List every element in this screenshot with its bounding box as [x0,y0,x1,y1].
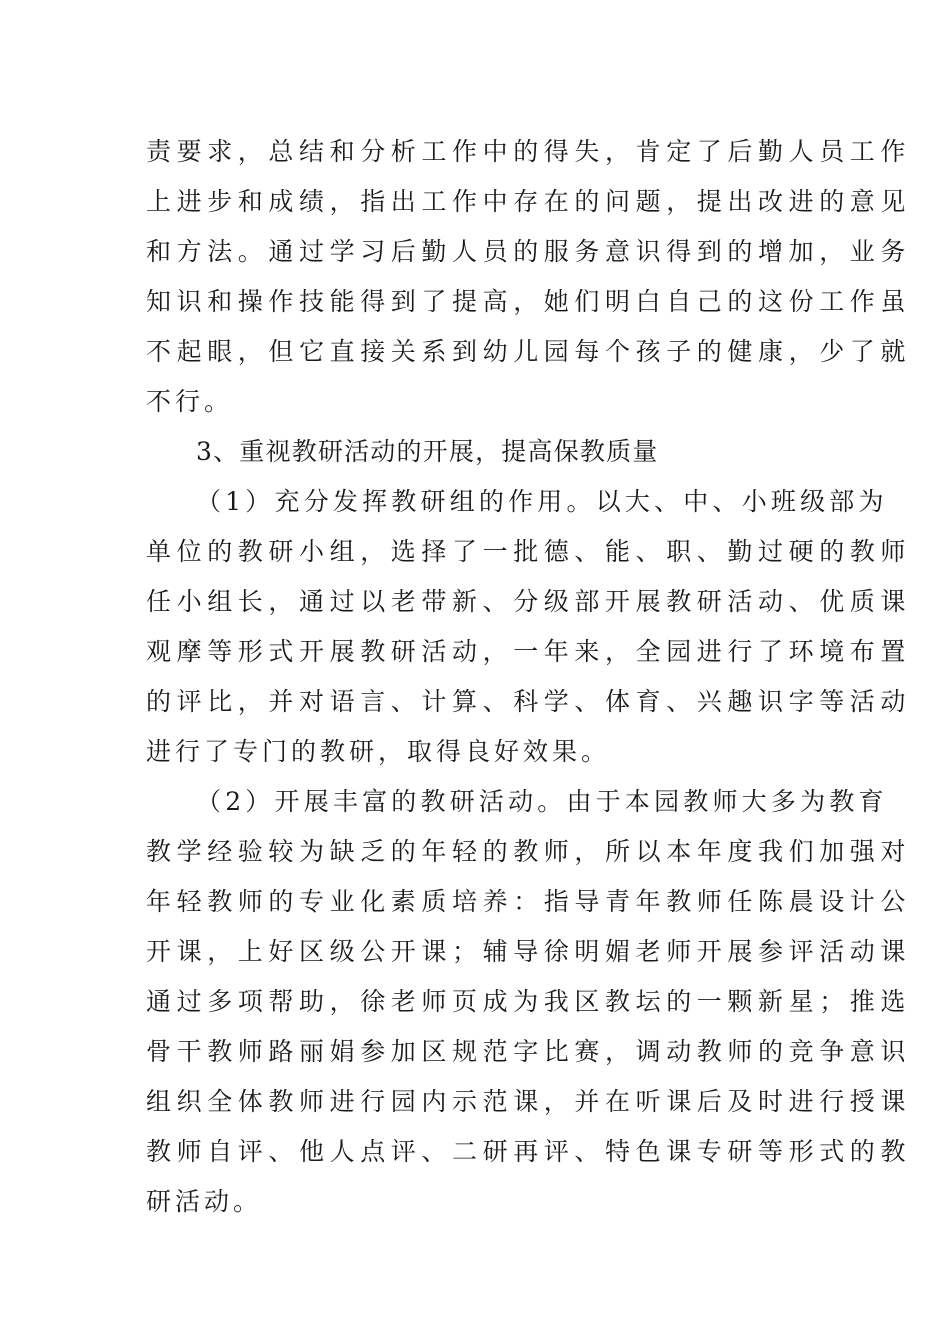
text-line: 教学经验较为缺乏的年轻的教师，所以本年度我们加强对 [146,837,912,866]
text-line: 骨干教师路丽娟参加区规范字比赛，调动教师的竞争意识 [146,1037,912,1066]
text-line: 和方法。通过学习后勤人员的服务意识得到的增加，业务 [146,237,912,266]
paragraph-start-line: （1）充分发挥教研组的作用。以大、中、小班级部为 [196,487,888,516]
text-line: 通过多项帮助，徐老师页成为我区教坛的一颗新星；推选 [146,987,912,1016]
text-line: 不起眼，但它直接关系到幼儿园每个孩子的健康，少了就 [146,337,912,366]
text-line: 开课，上好区级公开课；辅导徐明媚老师开展参评活动课 [146,937,912,966]
text-line: 任小组长，通过以老带新、分级部开展教研活动、优质课 [146,587,912,616]
paragraph-start-line: （2）开展丰富的教研活动。由于本园教师大多为教育 [196,787,888,816]
text-line: 不行。 [146,387,234,416]
text-line: 的评比，并对语言、计算、科学、体育、兴趣识字等活动 [146,687,912,716]
text-line: 责要求，总结和分析工作中的得失，肯定了后勤人员工作 [146,137,912,166]
section-heading: 3、重视教研活动的开展，提高保教质量 [196,437,659,466]
text-line: 上进步和成绩，指出工作中存在的问题，提出改进的意见 [146,187,912,216]
text-line: 进行了专门的教研，取得良好效果。 [146,737,611,766]
text-line: 组织全体教师进行园内示范课，并在听课后及时进行授课 [146,1087,912,1116]
text-line: 教师自评、他人点评、二研再评、特色课专研等形式的教 [146,1137,912,1166]
text-line: 观摩等形式开展教研活动，一年来，全园进行了环境布置 [146,637,912,666]
text-line: 年轻教师的专业化素质培养：指导青年教师任陈晨设计公 [146,887,912,916]
text-line: 单位的教研小组，选择了一批德、能、职、勤过硬的教师 [146,537,912,566]
text-line: 研活动。 [146,1187,263,1216]
text-line: 知识和操作技能得到了提高，她们明白自己的这份工作虽 [146,287,912,316]
